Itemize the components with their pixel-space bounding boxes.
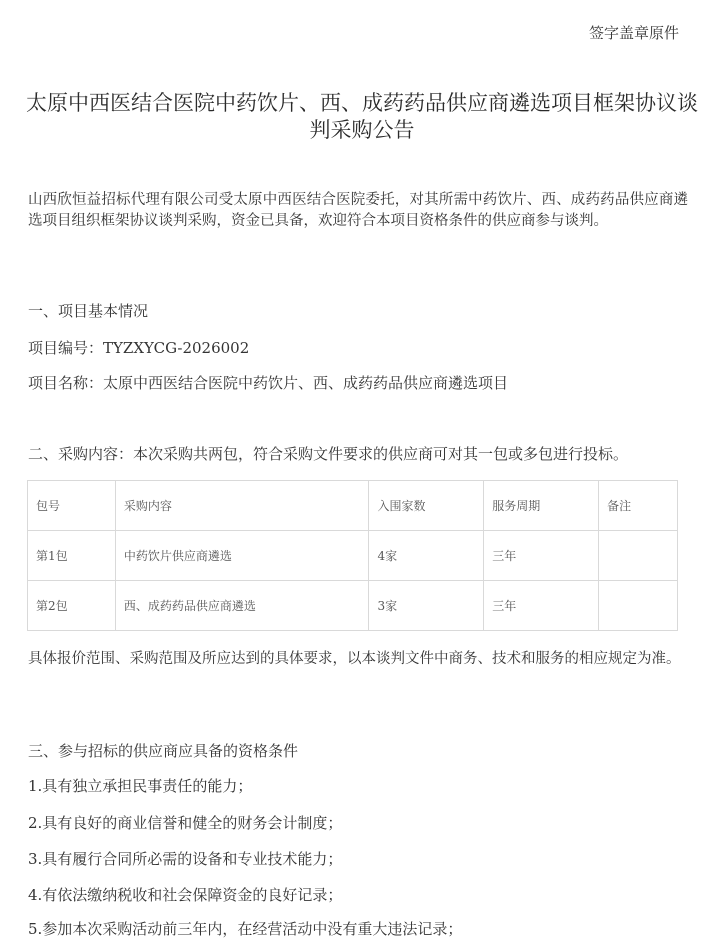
project-number: 项目编号：TYZXYCG-2026002 — [28, 339, 250, 357]
section-2-heading: 二、采购内容：本次采购共两包，符合采购文件要求的供应商可对其一包或多包进行投标。 — [28, 445, 629, 463]
table-row — [28, 581, 678, 631]
scope-note: 具体报价范围、采购范围及所应达到的具体要求，以本谈判文件中商务、技术和服务的相应规定为准。 — [28, 651, 681, 667]
qualification-item: 3.具有履行合同所必需的设备和专业技术能力； — [28, 850, 343, 868]
header-cell-content: 采购内容 — [115, 481, 369, 531]
cell-count: 4家 — [369, 531, 484, 581]
cell-package: 第2包 — [28, 581, 116, 631]
cell-remark — [599, 531, 678, 581]
project-name: 项目名称：太原中西医结合医院中药饮片、西、成药药品供应商遴选项目 — [28, 374, 509, 392]
header-cell-count: 入围家数 — [369, 481, 484, 531]
qualification-item: 1.具有独立承担民事责任的能力； — [28, 777, 253, 795]
cell-package: 第1包 — [28, 531, 116, 581]
header-cell-package: 包号 — [28, 481, 116, 531]
cell-period: 三年 — [484, 531, 599, 581]
header-cell-remark: 备注 — [599, 481, 678, 531]
header-cell-period: 服务周期 — [484, 481, 599, 531]
cell-period: 三年 — [484, 581, 599, 631]
stamp-note: 签字盖章原件 — [588, 24, 679, 42]
section-3-heading: 三、参与招标的供应商应具备的资格条件 — [28, 742, 299, 760]
cell-count: 3家 — [369, 581, 484, 631]
page-title: 太原中西医结合医院中药饮片、西、成药药品供应商遴选项目框架协议谈判采购公告 — [26, 91, 698, 142]
section-1-heading: 一、项目基本情况 — [28, 302, 149, 320]
table-header-row — [28, 481, 678, 531]
cell-content: 中药饮片供应商遴选 — [115, 531, 369, 581]
cell-content: 西、成药药品供应商遴选 — [115, 581, 369, 631]
qualification-item: 2.具有良好的商业信誉和健全的财务会计制度； — [28, 814, 343, 832]
procurement-table — [27, 480, 678, 631]
table-row — [28, 531, 678, 581]
qualification-item: 4.有依法缴纳税收和社会保障资金的良好记录； — [28, 886, 343, 904]
qualification-item: 5.参加本次采购活动前三年内，在经营活动中没有重大违法记录； — [28, 920, 463, 938]
intro-paragraph: 山西欣恒益招标代理有限公司受太原中西医结合医院委托，对其所需中药饮片、西、成药药品供应商遴选项目组织框架协议谈判采购，资金已具备，欢迎符合本项目资格条件的供应商参与谈判。 — [28, 192, 688, 229]
cell-remark — [599, 581, 678, 631]
